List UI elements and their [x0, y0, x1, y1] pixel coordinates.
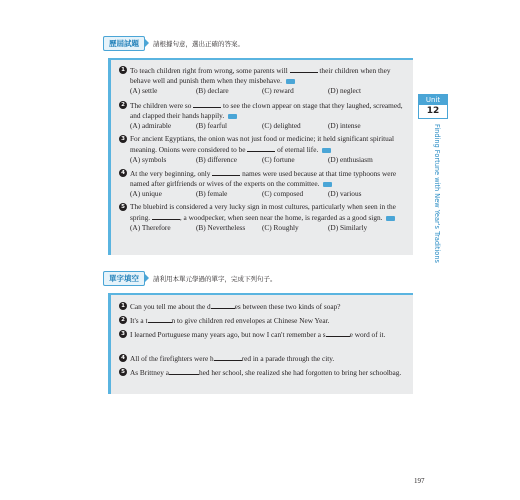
question-text [130, 168, 405, 189]
question-text-part: their children when they behave well and punish them when they misbehave. [130, 66, 391, 85]
option-d[interactable]: (D) various [328, 189, 362, 198]
question-text [130, 65, 405, 86]
question-text-part: Can you tell me about the [130, 302, 206, 311]
question-text [130, 100, 405, 121]
answer-blank [193, 100, 221, 108]
question-text-part: of eternal life. [277, 145, 319, 154]
page-number: 197 [414, 477, 425, 485]
fill-question [119, 315, 405, 326]
word-blank[interactable] [146, 316, 176, 325]
tab-arrow-icon [145, 39, 149, 47]
section-instruction: 請根據句意，選出正確的答案。 [153, 39, 244, 48]
question-text-part: to see the clown appear on stage that they laughed, screamed, and clapped their hands happily. [130, 101, 403, 120]
mc-question [119, 65, 405, 96]
mc-question [119, 100, 405, 131]
unit-side-title [432, 124, 441, 263]
question-text-part: It's a [130, 316, 144, 325]
option-a[interactable]: (A) Therefore [130, 223, 171, 232]
audio-track-icon[interactable] [386, 216, 395, 221]
word-first-letter: s [322, 330, 326, 339]
answer-blank [290, 65, 318, 73]
word-last-letters: es [234, 302, 241, 311]
question-text [130, 134, 405, 155]
panel-top-border [111, 293, 413, 295]
option-c[interactable]: (C) delighted [262, 121, 301, 130]
question-number-badge: 1 [119, 66, 127, 74]
question-text [130, 353, 405, 364]
option-a[interactable]: (A) unique [130, 189, 162, 198]
question-text-part: I learned Portuguese many years ago, but now I can't remember a [130, 330, 321, 339]
answer-options [130, 86, 405, 96]
section-tab-past-exam: 歷屆試題 [103, 36, 145, 51]
question-text [130, 329, 405, 340]
question-text [130, 315, 405, 326]
unit-badge [418, 94, 448, 119]
question-text-part: names were used because at that time typhoons were named after girlfriends or wives of the experts on the committee. [130, 169, 397, 188]
unit-number: 12 [426, 106, 440, 116]
question-number-badge: 4 [119, 354, 127, 362]
option-a[interactable]: (A) settle [130, 86, 158, 95]
question-number-badge: 5 [119, 203, 127, 211]
blank-gap [214, 353, 242, 361]
question-panel [108, 58, 413, 255]
question-text-part: The children were so [130, 101, 192, 110]
mc-question [119, 134, 405, 165]
word-first-letter: a [165, 368, 169, 377]
blank-gap [326, 329, 350, 337]
question-text [130, 367, 405, 378]
question-text-part: in a parade through the city. [252, 354, 335, 363]
fill-question [119, 329, 405, 340]
answer-blank [152, 212, 180, 220]
option-b[interactable]: (B) difference [196, 155, 237, 164]
question-text-part: between these two kinds of soap? [242, 302, 341, 311]
mc-question [119, 202, 405, 233]
question-text-part: All of the firefighters were [130, 354, 209, 363]
word-first-letter: h [210, 354, 214, 363]
audio-track-icon[interactable] [286, 79, 295, 84]
word-last-letters: hed [198, 368, 210, 377]
word-first-letter: d [207, 302, 211, 311]
answer-blank [212, 168, 240, 176]
blank-gap [145, 315, 172, 325]
question-number-badge: 1 [119, 302, 127, 310]
section-header-past-exam [103, 36, 244, 50]
option-b[interactable]: (B) declare [196, 86, 229, 95]
question-text-part: At the very beginning, only [130, 169, 211, 178]
fill-question [119, 367, 405, 378]
question-text-part: word of it. [354, 330, 386, 339]
question-text-part: to give children red envelopes at Chinese New Year. [177, 316, 330, 325]
question-number-badge: 4 [119, 169, 127, 177]
fill-question [119, 353, 405, 364]
option-a[interactable]: (A) symbols [130, 155, 167, 164]
word-last-letters: n [171, 316, 176, 325]
question-text-part: For ancient Egyptians, the onion was not just food or medicine; it held significant spiritual meaning. Onions were considered to be [130, 134, 395, 154]
word-blank[interactable] [207, 302, 241, 311]
option-b[interactable]: (B) female [196, 189, 228, 198]
unit-side-title-text: Finding Fortune with New Year's Traditions [433, 124, 441, 263]
question-text-part: The bluebird is considered a very lucky sign in most cultures, particularly when seen in the spring. [130, 202, 396, 222]
option-b[interactable]: (B) Nevertheless [196, 223, 246, 232]
question-text-part: To teach children right from wrong, some parents will [130, 66, 288, 75]
question-number-badge: 3 [119, 135, 127, 143]
option-d[interactable]: (D) Similarly [328, 223, 368, 232]
answer-options [130, 155, 405, 165]
tab-arrow-icon [145, 274, 149, 282]
question-text [130, 301, 405, 312]
section-tab-vocab-fill: 單字填空 [103, 271, 145, 286]
word-blank[interactable] [323, 330, 353, 339]
question-number-badge: 5 [119, 368, 127, 376]
mc-question [119, 168, 405, 199]
option-a[interactable]: (A) admirable [130, 121, 172, 130]
fill-question [119, 301, 405, 312]
blank-gap [169, 367, 199, 375]
answer-blank [247, 144, 275, 152]
audio-track-icon[interactable] [228, 114, 237, 119]
option-c[interactable]: (C) reward [262, 86, 294, 95]
option-d[interactable]: (D) neglect [328, 86, 362, 95]
question-number-badge: 2 [119, 316, 127, 324]
blank-gap [211, 301, 235, 309]
word-last-letters: red [241, 354, 252, 363]
answer-options [130, 189, 405, 199]
panel-top-border [111, 58, 413, 60]
answer-options [130, 223, 405, 233]
question-number-badge: 3 [119, 330, 127, 338]
option-c[interactable]: (C) composed [262, 189, 304, 198]
section-header-vocab-fill [103, 271, 277, 285]
word-last-letters: e [349, 330, 353, 339]
word-first-letter: t [145, 316, 148, 325]
word-blank[interactable] [166, 368, 210, 377]
unit-label: Unit [419, 95, 447, 105]
option-d[interactable]: (D) enthusiasm [328, 155, 373, 164]
question-number-badge: 2 [119, 101, 127, 109]
audio-track-icon[interactable] [322, 148, 331, 153]
option-c[interactable]: (C) fortune [262, 155, 295, 164]
fill-panel [108, 293, 413, 394]
audio-track-icon[interactable] [323, 182, 332, 187]
question-text [130, 202, 405, 223]
section-instruction: 請利用本單元學過的單字，完成下列句子。 [153, 274, 277, 283]
question-text-part: , a woodpecker, when seen near the home, is regarded as a good sign. [179, 213, 383, 222]
option-c[interactable]: (C) Roughly [262, 223, 299, 232]
option-b[interactable]: (B) fearful [196, 121, 227, 130]
question-text-part: As Brittney [130, 368, 164, 377]
question-text-part: her school, she realized she had forgotten to bring her schoolbag. [211, 368, 402, 377]
word-blank[interactable] [210, 354, 251, 363]
answer-options [130, 121, 405, 131]
option-d[interactable]: (D) intense [328, 121, 361, 130]
